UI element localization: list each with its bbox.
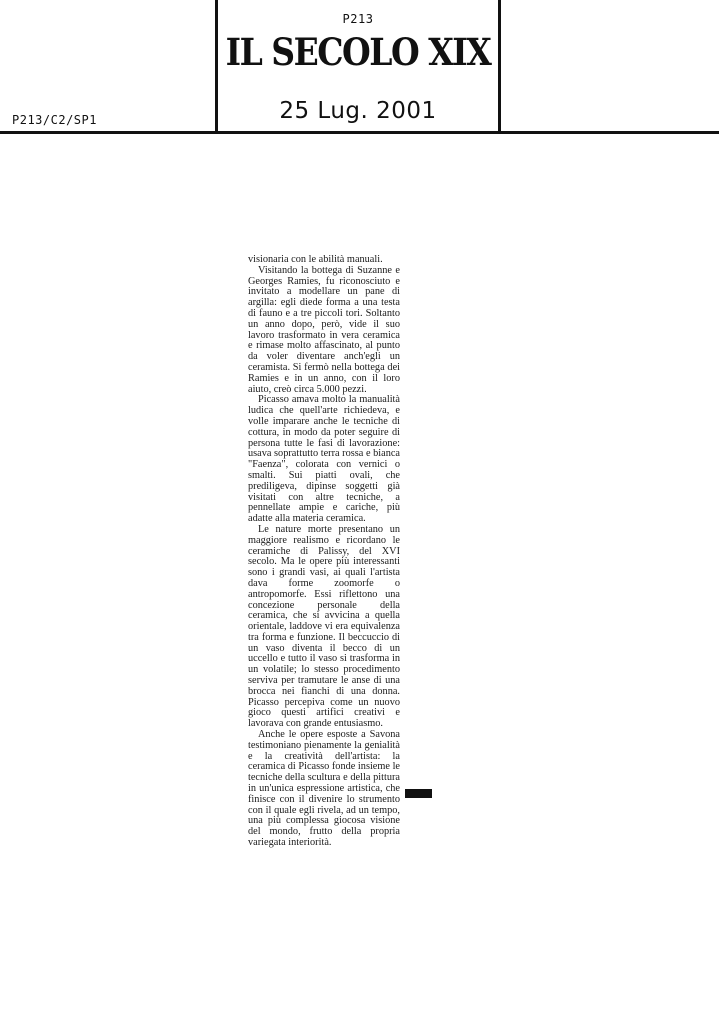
article-paragraph: Le nature morte presentano un maggiore realismo e ricordano le ceramiche di Palissy, del XVI secolo. Ma le opere più interessanti sono i grandi vasi, ai quali l'artista dava forme zoomorfe o antropomorfe. Essi riflettono una concezione personale della ceramica, che si avvicina a quella orientale, laddove vi era equivalenza tra forma e funzione. Il beccuccio di un vaso diventa il becco di un uccello e tutto il vaso si trasforma in un volatile; lo stesso procedimento serviva per tramutare le anse di una brocca nei fianchi di una donna. Picasso percepiva come un nuovo gioco questi artifici creativi e lavorava con grande entusiasmo. [248, 523, 400, 730]
article-paragraph: Anche le opere esposte a Savona testimoniano pienamente la genialità e la creatività dell'artista: la ceramica di Picasso fonde insieme le tecniche della scultura e della pittura in un'unica espressione artistica, che finisce con il divenire lo strumento con il quale egli rivela, ad un tempo, una più complessa giocosa visione del mondo, frutto della propria variegata interiorità. [248, 729, 400, 849]
article-paragraph: Visitando la bottega di Suzanne e Georges Ramies, fu riconosciuto e invitato a modellare un pane di argilla: egli diede forma a una testa di fauno e a tre piccoli tori. Soltanto un anno dopo, però, vide il suo lavoro trasformato in vera ceramica e rimase molto affascinato, al punto da voler diventare anch'egli un ceramista. Si fermò nella bottega dei Ramies e in un anno, con il loro aiuto, creò circa 5.000 pezzi. [248, 264, 400, 395]
redaction-mark [405, 789, 432, 798]
page-code-top: P213 [342, 12, 374, 26]
header-bottom-rule [0, 131, 719, 134]
header-divider-right [498, 0, 501, 133]
page-code-left: P213/C2/SP1 [12, 113, 97, 127]
article-column [248, 255, 400, 849]
article-paragraph: visionaria con le abilità manuali. [248, 254, 383, 265]
article-paragraph: Picasso amava molto la manualità ludica che quell'arte richiedeva, e volle imparare anche le tecniche di cottura, in modo da poter seguire di persona tutte le fasi di lavorazione: usava soprattutto terra rossa e bianca "Faenza", colorata con vernici o smalti. Sui piatti ovali, che prediligeva, dipinse soggetti già visitati con altre tecniche, a pennellate ampie e cariche, più adatte alla materia ceramica. [248, 394, 400, 525]
publication-date: 25 Lug. 2001 [279, 98, 437, 124]
newspaper-masthead: IL SECOLO XIX [225, 30, 491, 74]
